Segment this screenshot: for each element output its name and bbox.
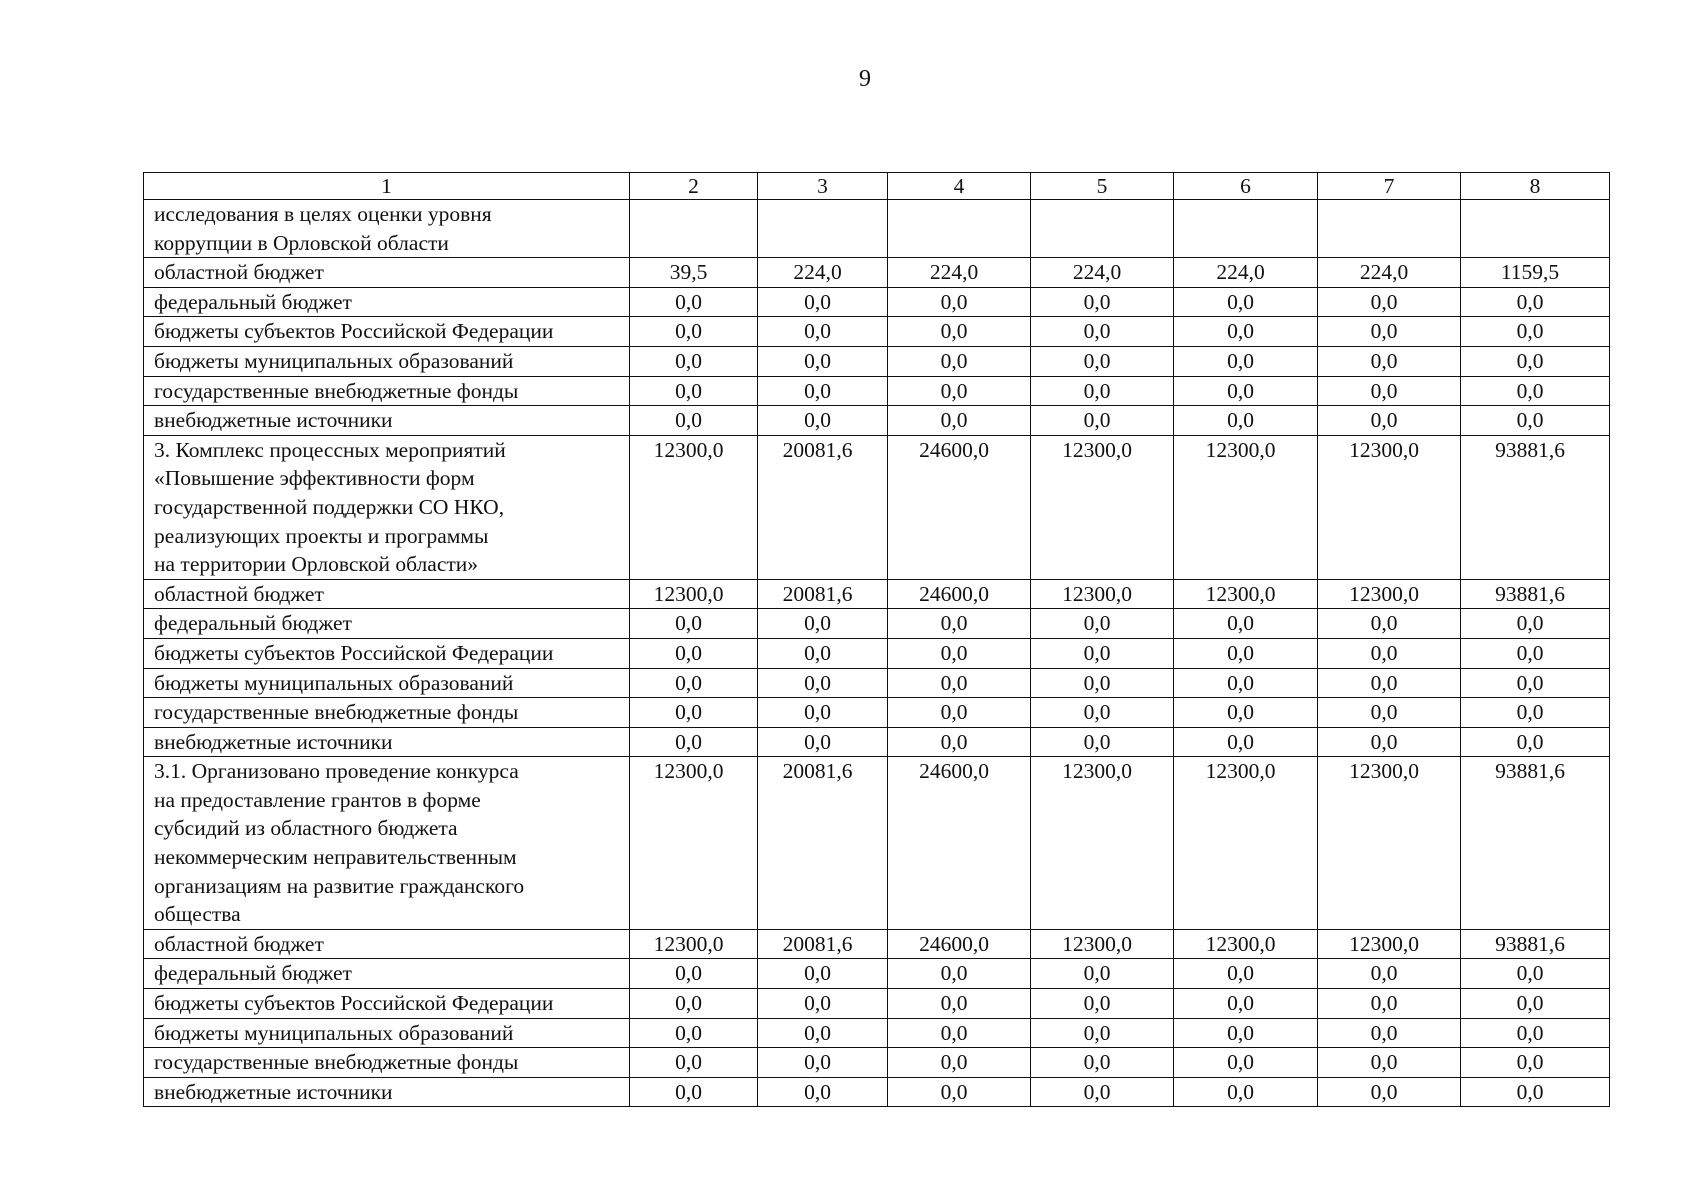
value-cell: 12300,0	[1318, 435, 1461, 579]
row-label: 3. Комплекс процессных мероприятий «Повышение эффективности форм государственной поддержки СО НКО, реализующих проекты и программы на территории Орловской области»	[144, 435, 630, 579]
value-cell: 0,0	[1031, 1077, 1174, 1107]
value-cell: 0,0	[1031, 346, 1174, 376]
row-label: бюджеты субъектов Российской Федерации	[144, 317, 630, 347]
value-cell: 0,0	[1318, 668, 1461, 698]
table-row	[144, 200, 1610, 258]
value-cell: 224,0	[1174, 258, 1318, 288]
value-cell: 0,0	[758, 376, 888, 406]
value-cell: 12300,0	[1174, 435, 1318, 579]
value-cell: 12300,0	[630, 579, 758, 609]
value-cell: 0,0	[888, 1048, 1031, 1078]
value-cell: 12300,0	[1174, 929, 1318, 959]
value-cell: 12300,0	[630, 757, 758, 930]
row-label: государственные внебюджетные фонды	[144, 698, 630, 728]
table-row	[144, 959, 1610, 989]
value-cell: 0,0	[758, 287, 888, 317]
value-cell: 0,0	[1318, 609, 1461, 639]
value-cell: 0,0	[1031, 668, 1174, 698]
table-body	[144, 173, 1610, 1107]
value-cell: 0,0	[630, 609, 758, 639]
value-cell: 0,0	[1318, 287, 1461, 317]
row-label: внебюджетные источники	[144, 406, 630, 436]
row-label: внебюджетные источники	[144, 727, 630, 757]
value-cell: 12300,0	[1318, 579, 1461, 609]
value-cell: 0,0	[1031, 406, 1174, 436]
value-cell: 0,0	[888, 406, 1031, 436]
value-cell: 0,0	[1174, 346, 1318, 376]
row-label: федеральный бюджет	[144, 959, 630, 989]
table-row	[144, 258, 1610, 288]
value-cell: 0,0	[630, 287, 758, 317]
table-row	[144, 435, 1610, 579]
value-cell: 0,0	[1461, 1048, 1610, 1078]
table-row	[144, 579, 1610, 609]
value-cell: 0,0	[1318, 1048, 1461, 1078]
column-header: 8	[1461, 173, 1610, 200]
value-cell: 0,0	[888, 317, 1031, 347]
row-label: бюджеты муниципальных образований	[144, 1018, 630, 1048]
value-cell: 12300,0	[1031, 757, 1174, 930]
value-cell: 0,0	[630, 317, 758, 347]
value-cell: 93881,6	[1461, 435, 1610, 579]
value-cell: 0,0	[1461, 346, 1610, 376]
value-cell: 12300,0	[1174, 757, 1318, 930]
value-cell: 0,0	[888, 698, 1031, 728]
value-cell: 0,0	[1318, 727, 1461, 757]
value-cell: 0,0	[1174, 406, 1318, 436]
value-cell	[630, 200, 758, 258]
value-cell: 0,0	[758, 1048, 888, 1078]
value-cell: 0,0	[1174, 698, 1318, 728]
value-cell: 0,0	[758, 609, 888, 639]
value-cell: 0,0	[758, 638, 888, 668]
value-cell: 0,0	[1461, 287, 1610, 317]
value-cell: 0,0	[758, 989, 888, 1019]
value-cell: 0,0	[630, 638, 758, 668]
value-cell: 0,0	[1031, 638, 1174, 668]
row-label: бюджеты субъектов Российской Федерации	[144, 989, 630, 1019]
column-header: 7	[1318, 173, 1461, 200]
value-cell: 0,0	[1174, 727, 1318, 757]
value-cell: 12300,0	[1174, 579, 1318, 609]
value-cell: 20081,6	[758, 929, 888, 959]
value-cell: 24600,0	[888, 757, 1031, 930]
value-cell: 0,0	[888, 346, 1031, 376]
value-cell: 0,0	[1318, 376, 1461, 406]
value-cell	[1031, 200, 1174, 258]
budget-table	[143, 172, 1610, 1107]
column-header: 3	[758, 173, 888, 200]
row-label: исследования в целях оценки уровня коррупции в Орловской области	[144, 200, 630, 258]
value-cell: 0,0	[758, 698, 888, 728]
value-cell: 0,0	[1031, 698, 1174, 728]
value-cell: 224,0	[1031, 258, 1174, 288]
value-cell: 0,0	[630, 1018, 758, 1048]
value-cell: 0,0	[888, 1077, 1031, 1107]
value-cell: 0,0	[1461, 668, 1610, 698]
value-cell: 0,0	[630, 376, 758, 406]
value-cell	[1461, 200, 1610, 258]
value-cell: 12300,0	[1031, 435, 1174, 579]
page-number: 9	[859, 66, 871, 92]
value-cell: 0,0	[1318, 1018, 1461, 1048]
value-cell: 0,0	[1031, 317, 1174, 347]
value-cell: 0,0	[888, 638, 1031, 668]
value-cell: 0,0	[1174, 668, 1318, 698]
value-cell: 0,0	[1461, 1018, 1610, 1048]
table-row	[144, 1077, 1610, 1107]
value-cell: 0,0	[1031, 376, 1174, 406]
value-cell: 0,0	[1461, 1077, 1610, 1107]
value-cell: 20081,6	[758, 435, 888, 579]
table-row	[144, 929, 1610, 959]
value-cell: 0,0	[1318, 317, 1461, 347]
value-cell: 224,0	[758, 258, 888, 288]
row-label: федеральный бюджет	[144, 287, 630, 317]
value-cell: 0,0	[1031, 287, 1174, 317]
value-cell: 0,0	[630, 727, 758, 757]
value-cell: 0,0	[1461, 406, 1610, 436]
table-row	[144, 1048, 1610, 1078]
value-cell: 0,0	[630, 1048, 758, 1078]
value-cell: 0,0	[1174, 1018, 1318, 1048]
value-cell: 0,0	[888, 727, 1031, 757]
value-cell: 0,0	[1461, 317, 1610, 347]
value-cell	[888, 200, 1031, 258]
value-cell	[1174, 200, 1318, 258]
value-cell: 0,0	[1318, 406, 1461, 436]
table-row	[144, 989, 1610, 1019]
value-cell: 0,0	[1461, 989, 1610, 1019]
value-cell: 0,0	[1318, 1077, 1461, 1107]
value-cell: 0,0	[1174, 317, 1318, 347]
value-cell: 0,0	[758, 727, 888, 757]
value-cell: 0,0	[1318, 698, 1461, 728]
value-cell: 12300,0	[1031, 929, 1174, 959]
value-cell: 93881,6	[1461, 579, 1610, 609]
value-cell: 0,0	[1174, 989, 1318, 1019]
value-cell: 12300,0	[1318, 757, 1461, 930]
row-label: областной бюджет	[144, 579, 630, 609]
value-cell: 0,0	[1174, 287, 1318, 317]
value-cell: 0,0	[888, 376, 1031, 406]
table-row	[144, 317, 1610, 347]
value-cell: 93881,6	[1461, 929, 1610, 959]
value-cell: 0,0	[888, 287, 1031, 317]
value-cell: 0,0	[1318, 989, 1461, 1019]
value-cell: 0,0	[888, 989, 1031, 1019]
value-cell: 12300,0	[1318, 929, 1461, 959]
row-label: областной бюджет	[144, 258, 630, 288]
column-header: 1	[144, 173, 630, 200]
row-label: бюджеты муниципальных образований	[144, 346, 630, 376]
value-cell: 224,0	[1318, 258, 1461, 288]
value-cell: 0,0	[1318, 638, 1461, 668]
row-label: 3.1. Организовано проведение конкурса на предоставление грантов в форме субсидий из областного бюджета некоммерческим неправительственным организациям на развитие гражданского общества	[144, 757, 630, 930]
value-cell: 0,0	[758, 406, 888, 436]
value-cell: 0,0	[1174, 1077, 1318, 1107]
value-cell	[758, 200, 888, 258]
header-row	[144, 173, 1610, 200]
value-cell: 0,0	[1461, 609, 1610, 639]
table-row	[144, 287, 1610, 317]
value-cell: 24600,0	[888, 435, 1031, 579]
table-row	[144, 638, 1610, 668]
value-cell: 0,0	[1461, 959, 1610, 989]
table-row	[144, 346, 1610, 376]
table-row	[144, 1018, 1610, 1048]
value-cell: 0,0	[1174, 1048, 1318, 1078]
table-row	[144, 727, 1610, 757]
value-cell: 0,0	[1461, 698, 1610, 728]
value-cell: 0,0	[630, 346, 758, 376]
table-row	[144, 668, 1610, 698]
value-cell: 12300,0	[1031, 579, 1174, 609]
value-cell: 0,0	[888, 609, 1031, 639]
value-cell: 0,0	[630, 1077, 758, 1107]
value-cell: 0,0	[630, 698, 758, 728]
value-cell: 0,0	[630, 989, 758, 1019]
row-label: государственные внебюджетные фонды	[144, 376, 630, 406]
row-label: государственные внебюджетные фонды	[144, 1048, 630, 1078]
value-cell: 0,0	[1031, 727, 1174, 757]
value-cell: 0,0	[1174, 638, 1318, 668]
value-cell: 0,0	[758, 317, 888, 347]
value-cell: 12300,0	[630, 929, 758, 959]
value-cell: 0,0	[630, 668, 758, 698]
value-cell: 0,0	[1174, 959, 1318, 989]
value-cell: 39,5	[630, 258, 758, 288]
value-cell	[1318, 200, 1461, 258]
value-cell: 1159,5	[1461, 258, 1610, 288]
value-cell: 224,0	[888, 258, 1031, 288]
value-cell: 0,0	[1461, 727, 1610, 757]
value-cell: 0,0	[888, 959, 1031, 989]
value-cell: 0,0	[1031, 609, 1174, 639]
value-cell: 0,0	[1318, 346, 1461, 376]
value-cell: 0,0	[1031, 1018, 1174, 1048]
row-label: областной бюджет	[144, 929, 630, 959]
row-label: внебюджетные источники	[144, 1077, 630, 1107]
value-cell: 24600,0	[888, 929, 1031, 959]
value-cell: 0,0	[888, 668, 1031, 698]
value-cell: 0,0	[1174, 376, 1318, 406]
value-cell: 0,0	[758, 1077, 888, 1107]
value-cell: 0,0	[1031, 959, 1174, 989]
value-cell: 0,0	[630, 959, 758, 989]
value-cell: 0,0	[1031, 1048, 1174, 1078]
value-cell: 0,0	[758, 1018, 888, 1048]
value-cell: 0,0	[888, 1018, 1031, 1048]
row-label: бюджеты субъектов Российской Федерации	[144, 638, 630, 668]
value-cell: 0,0	[1461, 376, 1610, 406]
value-cell: 0,0	[1318, 959, 1461, 989]
value-cell: 0,0	[630, 406, 758, 436]
table-row	[144, 376, 1610, 406]
table-row	[144, 406, 1610, 436]
value-cell: 0,0	[758, 668, 888, 698]
value-cell: 20081,6	[758, 757, 888, 930]
column-header: 6	[1174, 173, 1318, 200]
value-cell: 0,0	[758, 346, 888, 376]
value-cell: 20081,6	[758, 579, 888, 609]
value-cell: 0,0	[1174, 609, 1318, 639]
value-cell: 24600,0	[888, 579, 1031, 609]
value-cell: 0,0	[1461, 638, 1610, 668]
value-cell: 0,0	[758, 959, 888, 989]
column-header: 5	[1031, 173, 1174, 200]
column-header: 4	[888, 173, 1031, 200]
table-row	[144, 609, 1610, 639]
value-cell: 12300,0	[630, 435, 758, 579]
column-header: 2	[630, 173, 758, 200]
row-label: бюджеты муниципальных образований	[144, 668, 630, 698]
value-cell: 93881,6	[1461, 757, 1610, 930]
table-row	[144, 698, 1610, 728]
value-cell: 0,0	[1031, 989, 1174, 1019]
row-label: федеральный бюджет	[144, 609, 630, 639]
table-row	[144, 757, 1610, 930]
